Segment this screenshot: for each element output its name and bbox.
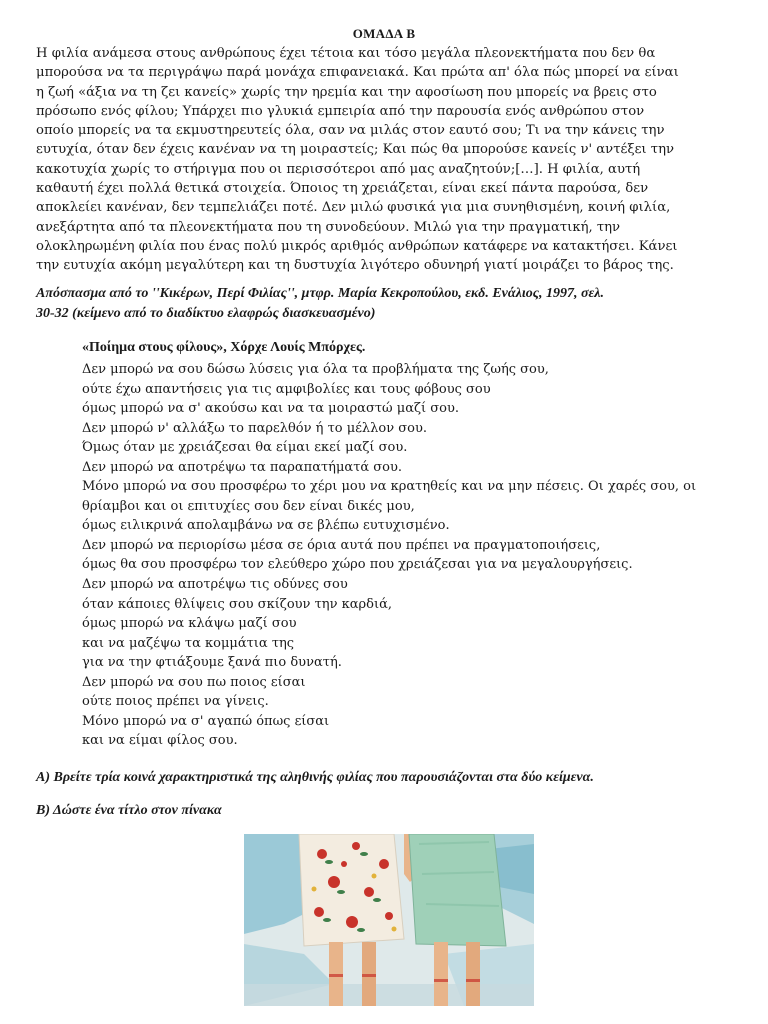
citation-line: Απόσπασμα από το ''Κικέρων, Περί Φιλίας'', μτφρ. Μαρία Κεκροπούλου, εκδ. Ενάλιος, 1997, σελ. (36, 286, 604, 301)
poem-line: Μόνο μπορώ να σ' αγαπώ όπως είσαι (82, 713, 330, 729)
poem-line: για να την φτιάξουμε ξανά πιο δυνατή. (82, 655, 342, 671)
group-heading: ΟΜΑΔΑ Β (352, 26, 416, 41)
paragraph-line: ανεξάρτητα από τα πλεονεκτήματα που τη συνοδεύουν. Μιλώ για την πραγματική, την (36, 219, 621, 235)
question-b: Β) Δώστε ένα τίτλο στον πίνακα (36, 803, 222, 818)
paragraph-line: μπορούσα να τα περιγράψω παρά μονάχα επιφανειακά. Και πρώτα απ' όλα πώς μπορεί να είναι (36, 65, 679, 81)
paragraph-line: Η φιλία ανάμεσα στους ανθρώπους έχει τέτοια και τόσο μεγάλα πλεονεκτήματα που δεν θα (36, 46, 656, 61)
cicero-paragraph (36, 44, 736, 276)
poem-line: Δεν μπορώ ν' αλλάξω το παρελθόν ή το μέλλον σου. (82, 420, 428, 436)
question-a: Α) Βρείτε τρία κοινά χαρακτηριστικά της αληθινής φιλίας που παρουσιάζονται στα δύο κείμενα. (36, 770, 594, 785)
citation-line: 30-32 (κείμενο από το διαδίκτυο ελαφρώς διασκευασμένο) (36, 306, 376, 321)
poem-line: όμως ειλικρινά απολαμβάνω να σε βλέπω ευτυχισμένο. (82, 518, 450, 534)
poem-line: Μόνο μπορώ να σου προσφέρω το χέρι μου να κρατηθείς και να μην πέσεις. Οι χαρές σου, οι (82, 479, 697, 495)
paragraph-line: η ζωή «άξια να τη ζει κανείς» χωρίς την ηρεμία και την αφοσίωση που μπορείς να βρεις στο (36, 84, 657, 100)
paragraph-line: ευτυχία, όταν δεν έχεις κανέναν να τη μοιραστείς; Και πώς θα μπορούσε κανείς ν' αντέξει την (36, 142, 675, 158)
poem-line: ούτε έχω απαντήσεις για τις αμφιβολίες και τους φόβους σου (82, 381, 491, 397)
paragraph-line: αποκλείει κανέναν, δεν τεμπελιάζει ποτέ. Δεν μιλώ φυσικά για μια συνηθισμένη, κοινή φιλία, (36, 200, 671, 216)
poem-title: «Ποίημα στους φίλους», Χόρχε Λουίς Μπόρχες. (82, 340, 366, 355)
paragraph-line: ολοκληρωμένη φιλία που ένας πολύ μικρός αριθμός ανθρώπων κατάφερε να κατακτήσει. Κάνει (36, 238, 678, 254)
poem-line: Δεν μπορώ να σου πω ποιος είσαι (82, 674, 306, 690)
poem-line: και να μαζέψω τα κομμάτια της (82, 635, 295, 651)
paragraph-line: οποίο μπορείς να τα εκμυστηρευτείς όλα, σαν να μιλάς στον εαυτό σου; Τι να την κάνεις την (36, 123, 665, 139)
paragraph-line: πρόσωπο ενός φίλου; Υπάρχει πιο γλυκιά εμπειρία από την παρουσία ενός ανθρώπου στον (36, 103, 645, 119)
poem-line: θρίαμβοι και οι επιτυχίες σου δεν είναι δικές μου, (82, 498, 415, 514)
poem-line: όμως μπορώ να κλάψω μαζί σου (82, 616, 297, 632)
paragraph-line: την ευτυχία ακόμη μεγαλύτερη και τη δυστυχία λιγότερο οδυνηρή γιατί μοιράζει το βάρος της. (36, 258, 674, 274)
poem-line: όμως θα σου προσφέρω τον ελεύθερο χώρο που χρειάζεσαι για να μεγαλουργήσεις. (82, 557, 633, 573)
poem-line: όμως μπορώ να σ' ακούσω και να τα μοιραστώ μαζί σου. (82, 401, 459, 417)
paragraph-line: κακοτυχία χωρίς το στήριγμα που οι περισσότεροι από μας αναζητούν;[…]. Η φιλία, αυτή (36, 161, 641, 177)
poem-line: Όμως όταν με χρειάζεσαι θα είμαι εκεί μαζί σου. (82, 440, 408, 456)
poem-line: Δεν μπορώ να αποτρέψω τα παραπατήματά σου. (82, 459, 403, 475)
paragraph-line: καθαυτή έχει πολλά θετικά στοιχεία. Όποιος τη χρειάζεται, είναι εκεί πάντα παρούσα, δεν (36, 181, 649, 197)
poem-line: Δεν μπορώ να σου δώσω λύσεις για όλα τα προβλήματα της ζωής σου, (82, 362, 549, 377)
poem-line: όταν κάποιες θλίψεις σου σκίζουν την καρδιά, (82, 596, 392, 612)
poem-line: και να είμαι φίλος σου. (82, 733, 238, 749)
poem-line: ούτε ποιος πρέπει να γίνεις. (82, 694, 269, 710)
poem-line: Δεν μπορώ να αποτρέψω τις οδύνες σου (82, 577, 348, 593)
poem-body (82, 360, 696, 751)
watercolor-painting-icon (244, 834, 534, 1006)
poem-line: Δεν μπορώ να περιορίσω μέσα σε όρια αυτά που πρέπει να πραγματοποιήσεις, (82, 537, 601, 553)
source-citation (36, 284, 736, 324)
